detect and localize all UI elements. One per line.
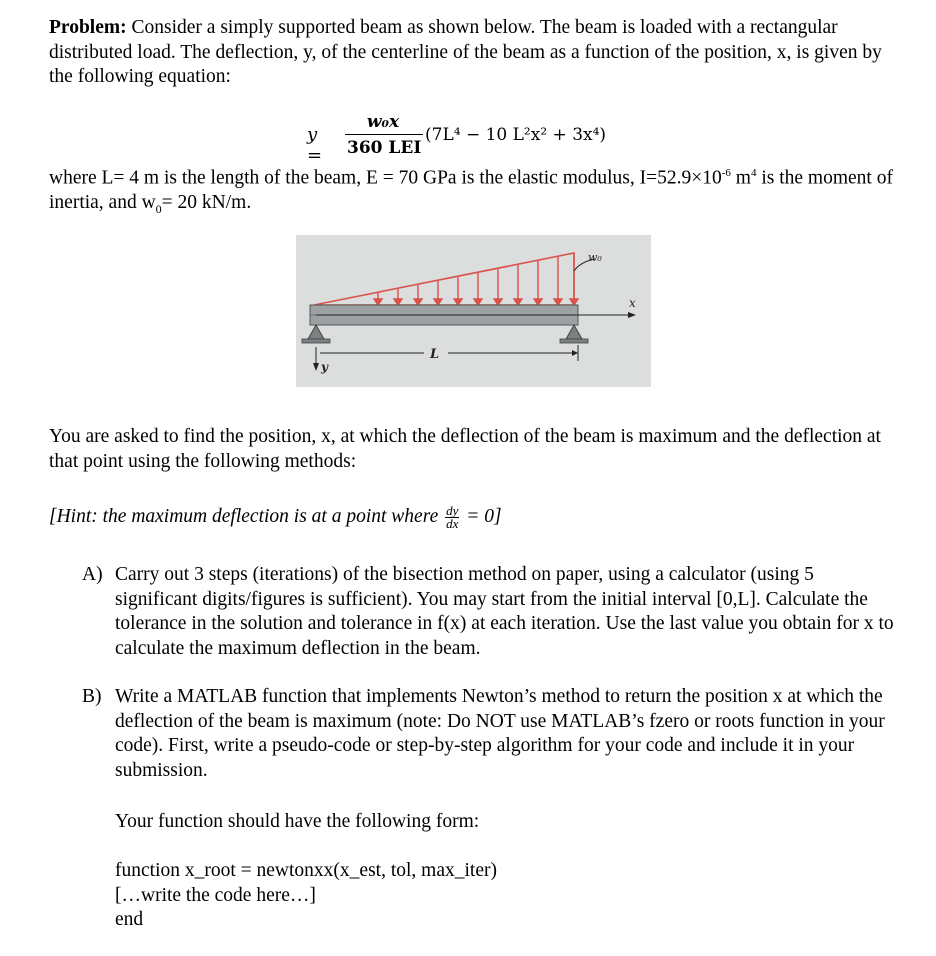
load-arrows	[374, 253, 578, 305]
hint-before: [Hint: the maximum deflection is at a point where	[49, 506, 439, 527]
problem-text: Consider a simply supported beam as shown below. The beam is loaded with a rectangular distributed load. The deflection, y, of the centerline of the beam as a function of the position, x, is given by the following equation:	[49, 17, 882, 87]
where-part3: is the moment of inertia, and w	[49, 167, 893, 213]
distributed-load-outline	[314, 253, 574, 305]
where-part1: where L= 4 m is the length of the beam, E = 70 GPa is the elastic modulus, I=52.9×10	[49, 167, 722, 189]
where-exp2: 4	[750, 167, 757, 179]
equation-rhs: (7L⁴ − 10 L²x² + 3x⁴)	[425, 125, 607, 145]
length-label: L	[430, 347, 440, 362]
derivative-numerator: dy	[446, 503, 459, 519]
task-description: You are asked to find the position, x, at which the deflection of the beam is maximum and the deflection at that point using the following methods:	[49, 426, 881, 472]
equation-numerator: w₀x	[366, 112, 400, 132]
part-a-text: Carry out 3 steps (iterations) of the bisection method on paper, using a calculator (using 5 significant digits/figures is sufficient). You may start from the initial interval [0,L]. Calculate the tolerance in the solution and tolerance in f(x) at each iteration. Use the last value you obtain for x to calculate the maximum deflection in the beam.	[115, 564, 894, 659]
parameters-text	[49, 161, 919, 221]
beam-figure	[296, 235, 651, 387]
beam-diagram	[296, 235, 651, 387]
problem-label: Problem:	[49, 17, 127, 38]
part-b-text: Write a MATLAB function that implements Newton’s method to return the position x at which the deflection of the beam is maximum (note: Do NOT use MATLAB’s fzero or roots function in your code). First, write a pseudo-code or step-by-step algorithm for your code and include it in your submission.	[115, 686, 885, 781]
hint	[49, 505, 502, 530]
code-line-3: end	[115, 909, 144, 930]
hint-after: = 0]	[466, 506, 502, 527]
code-line-2: […write the code here…]	[115, 884, 316, 906]
derivative-fraction	[445, 505, 459, 530]
function-form-text: Your function should have the following form:	[115, 811, 480, 832]
where-exp1: -6	[721, 167, 731, 179]
x-label: x	[629, 296, 636, 310]
equation-lhs: y =	[307, 124, 323, 166]
function-template	[115, 859, 497, 933]
problem-statement	[49, 16, 909, 90]
left-support	[302, 325, 330, 343]
w0-label: w₀	[588, 251, 602, 264]
fraction-bar	[345, 134, 423, 135]
right-support	[560, 325, 588, 343]
equation-denominator: 360 LEI	[347, 138, 422, 158]
y-label: y	[321, 360, 328, 374]
derivative-denominator: dx	[446, 516, 459, 532]
part-a-label: A)	[82, 564, 103, 585]
where-part2: m	[730, 167, 751, 189]
part-b-label: B)	[82, 686, 102, 707]
where-sub: 0	[155, 201, 162, 216]
where-part4: = 20 kN/m.	[161, 192, 252, 213]
code-line-1: function x_root = newtonxx(x_est, tol, max_iter)	[115, 860, 497, 881]
